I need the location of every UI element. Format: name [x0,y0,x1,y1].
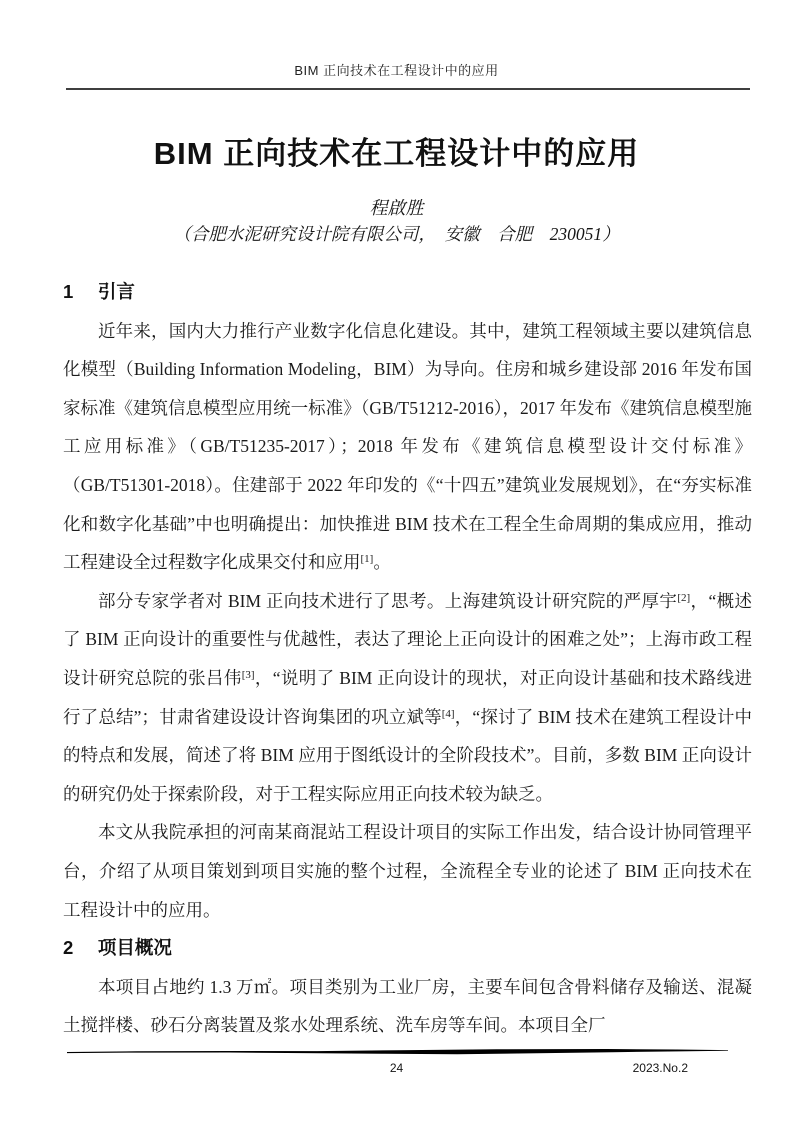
article-author: 程啟胜 [369,198,424,218]
section-number: 2 [63,937,74,959]
paragraph-text: ，“概述了 BIM 正向设计的重要性与优越性，表达了理论上正向设计的困难之处”；上海市政工程设计研究总院的张吕伟 [63,590,752,688]
reference-superscript: [2] [677,591,691,604]
section-heading-introduction [63,273,752,312]
issue-label: 2023.No.2 [632,1061,688,1075]
paragraph-text: ，“探讨了 BIM 技术在建筑工程设计中的特点和发展，简述了将 BIM 应用于图纸设计的全阶段技术”。目前，多数 BIM 正向设计的研究仍处于探索阶段，对于工程实际应用正向技术较为缺乏。 [63,706,752,804]
running-header-title: BIM 正向技术在工程设计中的应用 [294,63,499,78]
footer-rule-bar [67,1047,728,1056]
paragraph-text: 本文从我院承担的河南某商混站工程设计项目的实际工作出发，结合设计协同管理平台，介绍了从项目策划到项目实施的整个过程，全流程全专业的论述了 BIM 正向技术在工程设计中的应用。 [63,822,752,920]
reference-superscript: [4] [441,707,455,720]
article-affiliation: （合肥水泥研究设计院有限公司， 安徽 合肥 230051） [173,224,620,244]
section-title: 项目概况 [97,937,172,959]
reference-superscript: [3] [241,668,255,681]
article-body [63,273,752,1045]
article-title: BIM 正向技术在工程设计中的应用 [153,136,640,171]
paragraph [63,968,752,1045]
section-title: 引言 [97,281,135,302]
paragraph [63,312,752,582]
page-number: 24 [389,1061,404,1075]
paragraph-text: 部分专家学者对 BIM 正向技术进行了思考。上海建筑设计研究院的严厚宇 [98,590,678,611]
paragraph [63,813,752,929]
header-rule [66,88,750,90]
paragraph-text: 。 [373,552,391,573]
paragraph-text: ，“说明了 BIM 正向设计的现状，对正向设计基础和技术路线进行了总结”；甘肃省建设设计咨询集团的巩立斌等 [63,667,753,727]
section-heading-project-overview [63,929,752,968]
reference-superscript: [1] [360,553,374,566]
section-number: 1 [63,281,74,302]
paragraph-text: 本项目占地约 1.3 万㎡。项目类别为工业厂房，主要车间包含骨料储存及输送、混凝土搅拌楼、砂石分离装置及浆水处理系统、洗车房等车间。本项目全厂 [63,976,752,1036]
paragraph [63,582,752,814]
paragraph-text: 近年来，国内大力推行产业数字化信息化建设。其中，建筑工程领域主要以建筑信息化模型（Building Information Modeling，BIM）为导向。住房和城乡建设部 2016 年发布国家标准《建筑信息模型应用统一标准》（GB/T51212-2016），2017 年发布《建筑信息模型施工应用标准》（GB/T51235-2017）；2018 年发布《建筑信息模型设计交付标准》（GB/T51301-2018）。住建部于 2022 年印发的《“十四五”建筑业发展规划》，在“夯实标准化和数字化基础”中也明确提出：加快推进 BIM 技术在工程全生命周期的集成应用，推动工程建设全过程数字化成果交付和应用 [63,320,752,573]
